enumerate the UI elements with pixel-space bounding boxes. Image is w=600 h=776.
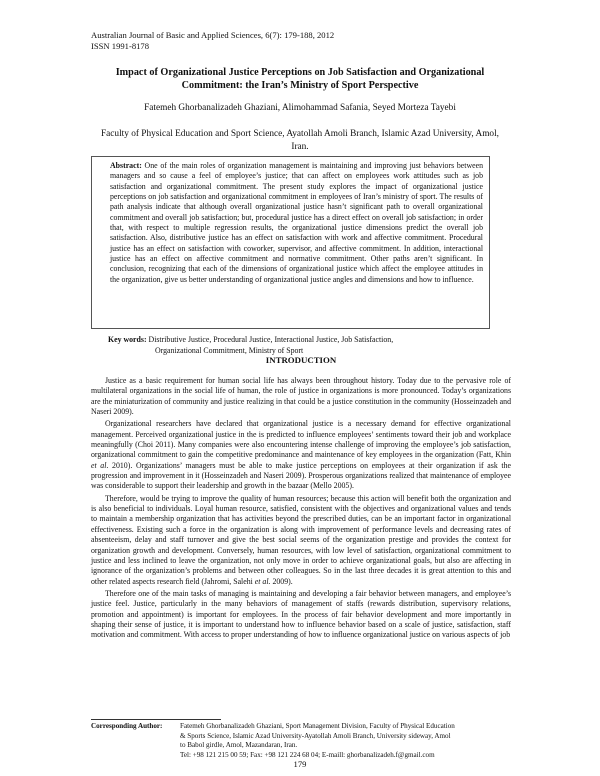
footnote-rule: [91, 719, 221, 720]
title-line-1: Impact of Organizational Justice Perceptions on Job Satisfaction and Organizational: [115, 67, 485, 78]
paragraph: [91, 494, 511, 587]
paragraph-text: 2009).: [270, 576, 293, 586]
paragraph-text: Therefore, would be trying to improve the quality of human resources; because this action will benefit both the organization and is also beneficial to individuals. Loyal human resource, satisfied, consistent with the objectives and organizational values and tends to maintain a membership organization that has activities beyond the prescribed duties, can be an important factor in organizational effectiveness. Existing such a force in the organization is along with improvement of performance levels and decreasing rates of absenteeism, delay and staff turnover and give the best social seems of the organization prestige and provides the context for organization growth and development. Conversely, human resources, with low level of satisfaction, organizational commitment to justice and less inclined to leave the organization, not only move in order to achieve organizational goals, but also are affecting in ignorance of the organization’s problems and between other colleagues. So in the last three decades it is great attention to this and other related aspects research field (Jahromi, Salehi: [91, 493, 511, 586]
corr-line: & Sports Science, Islamic Azad University-Ayatollah Amoli Branch, University sideway, Amol: [180, 731, 451, 740]
abstract-box: [91, 156, 490, 329]
title-line-2: Commitment: the Iran’s Ministry of Sport Perspective: [181, 80, 419, 91]
page-number: 179: [293, 759, 307, 769]
paragraph: Therefore one of the main tasks of managing is maintaining and developing a fair behavior between managers, and employee’s justice feel. Justice, particularly in the many behaviors of management of staffs (rewards distribution, supervisory relations, promotion and appointment) is important for employees. In the process of fair behavior development and more importantly in shaping their sense of justice, it is important to understand how to influence behavior based on a scale of justice, satisfaction, staff motivation and commitment. With access to proper understanding of how to influence organizational justice on various aspects of job: [91, 588, 511, 640]
keywords-line-1: Distributive Justice, Procedural Justice, Interactional Justice, Job Satisfaction,: [148, 335, 394, 344]
body-text: [91, 376, 511, 643]
author-list: Fatemeh Ghorbanalizadeh Ghaziani, Alimohammad Safania, Seyed Morteza Tayebi: [144, 103, 456, 113]
corr-contact: Tel: +98 121 215 00 59; Fax: +98 121 224 68 04; E-maill: ghorbanalizadeh.f@gmail.com: [180, 750, 435, 759]
corresponding-author: [91, 722, 516, 760]
corresponding-author-label: Corresponding Author:: [91, 722, 163, 730]
citation-etal: et al.: [254, 576, 271, 586]
affiliation: Faculty of Physical Education and Sport Science, Ayatollah Amoli Branch, Islamic Azad University, Amol, Iran.: [101, 129, 499, 152]
corr-line: Fatemeh Ghorbanalizadeh Ghaziani, Sport Management Division, Faculty of Physical Education: [180, 722, 455, 730]
corr-line: to Babol girdle, Amol, Mazandaran, Iran.: [180, 741, 298, 750]
paper-title: [100, 66, 500, 92]
keywords: [108, 335, 508, 356]
paragraph: [91, 419, 511, 491]
abstract-label: Abstract:: [110, 161, 142, 170]
paragraph-text: . 2010). Organizations’ managers must be able to make justice perceptions on employees at their organization if ask the progression and improvement in it (Hosseinzadeh and Naseri 2009). Prosperous organizations realized that maintenance of employee was considerable to support their leadership and growth in the bazaar (Mello 2005).: [91, 460, 511, 491]
abstract: [110, 161, 483, 285]
corresponding-author-details: [180, 722, 516, 760]
paragraph: Justice as a basic requirement for human social life has always been throughout history. Today due to the pervasive role of multilateral organizations in the social life of human, the role of justice in organizations is more pronounced. Today’s organizations are the miniaturization of community and justice realizing in that could be a justice constitution in the community (Hosseinzadeh and Naseri 2009).: [91, 376, 511, 417]
paragraph-text: Organizational researchers have declared that organizational justice is a necessary demand for effective organizational management. Perceived organizational justice in the is predicted to influence employees’ sentiments toward their job and workplace meaningfully (Choi 2011). Many companies were also encountering intense challenge of improving the employee’s job satisfaction, organizational commitment to gain the competitive predominance and maintenance of key employees in the organization (Fatt, Khin: [91, 419, 511, 460]
citation-etal: et al: [91, 460, 107, 470]
issn: ISSN 1991-8178: [91, 41, 150, 51]
keywords-line-2: Organizational Commitment, Ministry of Sport: [155, 345, 304, 355]
abstract-text: One of the main roles of organization management is maintaining and improving just behaviors between managers and so cause a feel of employee’s justice; that can affect on employees work attitudes such as job satisfaction and organizational commitment. The present study explores the impact of organizational justice perceptions on job satisfaction and organizational commitment in employees of Iran’s ministry of sport. The results of path analysis indicate that although overall organizational justice hasn’t significant path to overall organizational commitment and overall job satisfaction; but, procedural justice has a direct effect on overall job satisfaction; in order that, with respect to multiple regression results, the organizational justice dimensions predict the overall job satisfaction. Also, distributive justice has an effect on satisfaction with work and affective commitment. Procedural justice has an effect on satisfaction with coworker, supervisor, and affective commitment. In addition, interactional justice has an effect on affective commitment and normative commitment. Other paths aren’t significant. In conclusion, recognizing that each of the dimensions of organizational justice which affect the employee attitudes in the organization, give us better understanding of organizational justice angles and dimensions and how to influence.: [110, 161, 483, 284]
keywords-label: Key words:: [108, 335, 147, 344]
journal-citation: Australian Journal of Basic and Applied Sciences, 6(7): 179-188, 2012: [91, 30, 335, 40]
section-heading: INTRODUCTION: [265, 355, 337, 365]
